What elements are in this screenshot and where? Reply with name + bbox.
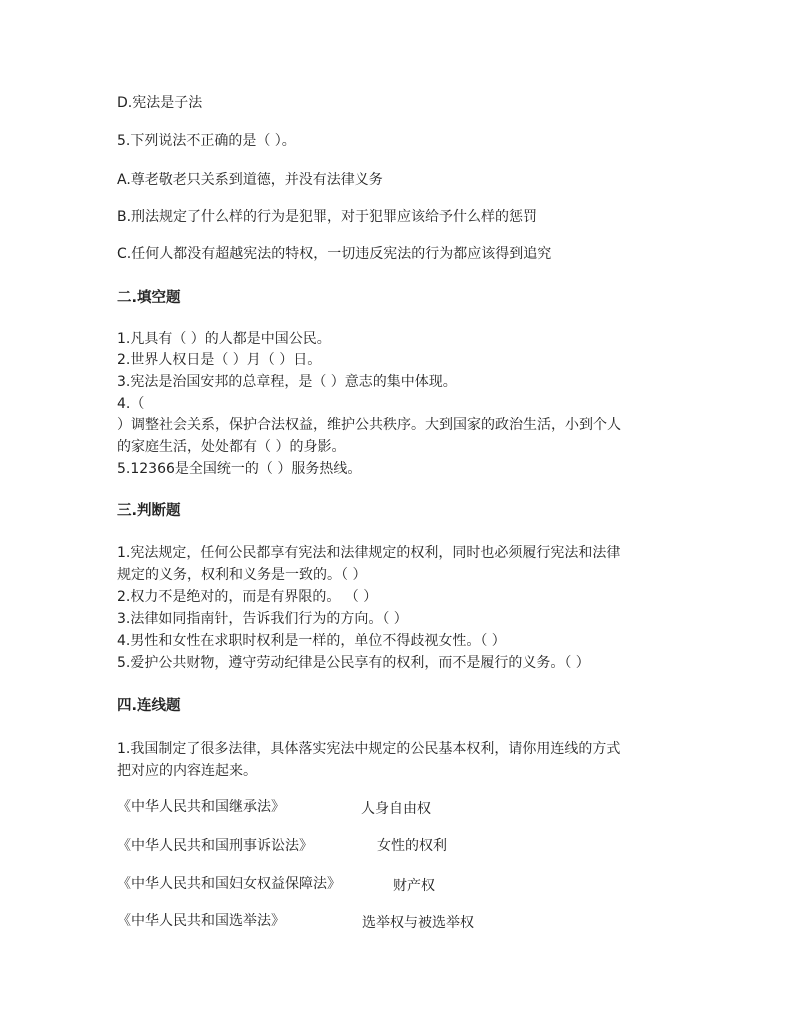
question-5: 5.下列说法不正确的是（ ）。 bbox=[117, 133, 296, 149]
judge-question-5: 5.爱护公共财物，遵守劳动纪律是公民享有的权利，而不是履行的义务。（ ） bbox=[117, 655, 590, 671]
option-d: D.宪法是子法 bbox=[117, 95, 203, 111]
judge-question-1-line-1: 1.宪法规定，任何公民都享有宪法和法律规定的权利，同时也必须履行宪法和法律 bbox=[117, 545, 621, 561]
fill-question-3: 3.宪法是治国安邦的总章程，是（ ）意志的集中体现。 bbox=[117, 374, 457, 390]
match-left-item: 《中华人民共和国妇女权益保障法》 bbox=[117, 876, 341, 892]
question-5-option-a: A.尊老敬老只关系到道德，并没有法律义务 bbox=[117, 172, 383, 188]
match-right-item: 财产权 bbox=[393, 878, 435, 894]
section-fill-title: 二.填空题 bbox=[117, 290, 181, 306]
match-question-1-line-2: 把对应的内容连起来。 bbox=[117, 763, 257, 779]
judge-question-2: 2.权力不是绝对的，而是有界限的。 （ ） bbox=[117, 589, 378, 605]
question-5-option-c: C.任何人都没有超越宪法的特权，一切违反宪法的行为都应该得到追究 bbox=[117, 246, 552, 262]
section-match-title: 四.连线题 bbox=[117, 698, 181, 714]
fill-question-2: 2.世界人权日是（ ）月（ ）日。 bbox=[117, 352, 322, 368]
judge-question-3: 3.法律如同指南针，告诉我们行为的方向。（ ） bbox=[117, 611, 408, 627]
section-judge-title: 三.判断题 bbox=[117, 503, 181, 519]
match-left-item: 《中华人民共和国继承法》 bbox=[117, 799, 285, 815]
match-right-item: 选举权与被选举权 bbox=[362, 915, 474, 931]
judge-question-1-line-2: 规定的义务，权利和义务是一致的。（ ） bbox=[117, 567, 367, 583]
match-right-item: 女性的权利 bbox=[377, 838, 447, 854]
fill-question-4-line-2: ）调整社会关系，保护合法权益，维护公共秩序。大到国家的政治生活，小到个人 bbox=[117, 417, 621, 433]
match-question-1-line-1: 1.我国制定了很多法律，具体落实宪法中规定的公民基本权利，请你用连线的方式 bbox=[117, 741, 621, 757]
fill-question-4-start: 4.（ bbox=[117, 396, 145, 412]
fill-question-4-line-3: 的家庭生活，处处都有（ ）的身影。 bbox=[117, 439, 346, 455]
fill-question-5: 5.12366是全国统一的（ ）服务热线。 bbox=[117, 461, 362, 477]
match-right-item: 人身自由权 bbox=[361, 801, 431, 817]
fill-question-1: 1.凡具有（ ）的人都是中国公民。 bbox=[117, 331, 331, 347]
match-left-item: 《中华人民共和国刑事诉讼法》 bbox=[117, 838, 313, 854]
match-left-item: 《中华人民共和国选举法》 bbox=[117, 913, 285, 929]
question-5-option-b: B.刑法规定了什么样的行为是犯罪，对于犯罪应该给予什么样的惩罚 bbox=[117, 209, 538, 225]
judge-question-4: 4.男性和女性在求职时权利是一样的，单位不得歧视女性。（ ） bbox=[117, 633, 506, 649]
